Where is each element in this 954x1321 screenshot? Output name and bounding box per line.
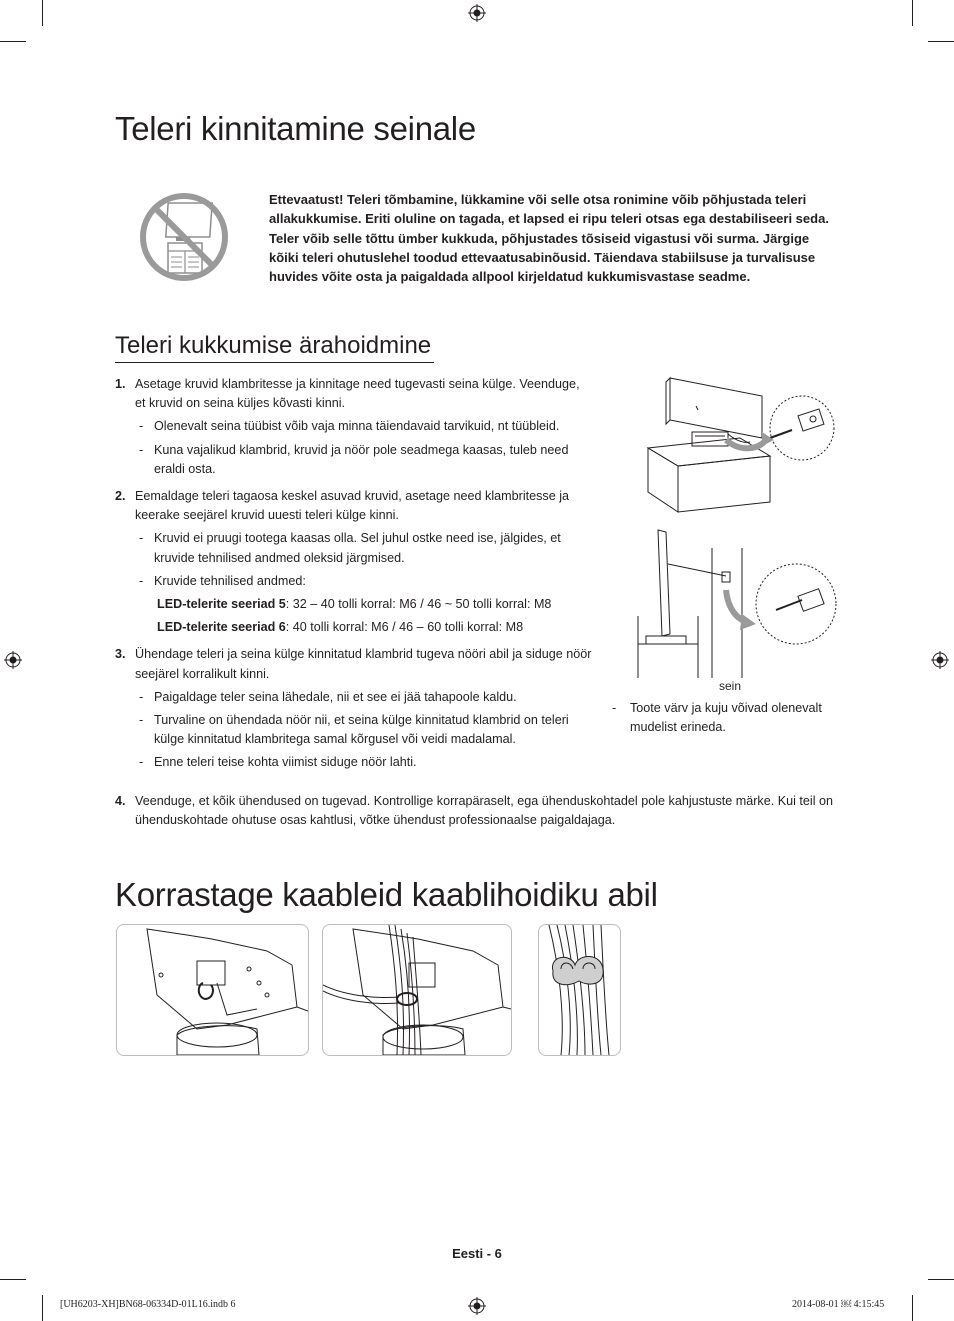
page-title: Teleri kinnitamine seinale [115, 110, 476, 147]
figure-caption-wall: sein [719, 679, 742, 693]
registration-mark-top-icon [468, 4, 486, 22]
step-number: 2. [115, 489, 126, 504]
step-note: - Kuna vajalikud klambrid, kruvid ja nöör pole seadmega kaasas, tuleb need eraldi osta. [115, 441, 593, 479]
crop-mark-top-left-h [0, 41, 26, 42]
step-note: - Kruvid ei pruugi tootega kaasas olla. Sel juhul ostke need ise, jälgides, et kruvide tehnilised andmed oleksid järgmised. [115, 529, 593, 567]
step-text: Ühendage teleri ja seina külge kinnitatud klambrid tugeva nööri abil ja siduge nöör seejärel korralikult kinni. [135, 647, 592, 681]
step-text: Eemaldage teleri tagaosa keskel asuvad kruvid, asetage need klambritesse ja keerake seejärel kruvid uuesti teleri külge kinni. [135, 489, 570, 523]
figure-note: - Toote värv ja kuju võivad olenevalt mudelist erineda. [612, 699, 837, 737]
registration-mark-bottom-icon [468, 1297, 486, 1315]
step-4 [115, 792, 835, 830]
steps-list [115, 375, 593, 773]
step-note: - Turvaline on ühendada nöör nii, et seina külge kinnitatud klambrid on teleri külge kinnitatud klambritega samal kõrgusel või veidi madalamal. [115, 711, 593, 749]
step-note: - Kruvide tehnilised andmed: [115, 572, 593, 591]
crop-mark-bottom-left-h [0, 1279, 26, 1280]
crop-mark-bottom-right-v [912, 1295, 913, 1321]
cable-clip-closeup-illustration [539, 925, 620, 1055]
step-note: - Paigaldage teler seina lähedale, nii et see ei jää tahapoole kaldu. [115, 688, 593, 707]
stand-back-illustration [117, 925, 308, 1055]
step-number: 3. [115, 647, 126, 662]
step-note-text: Paigaldage teler seina lähedale, nii et see ei jää tahapoole kaldu. [154, 689, 517, 704]
screw-spec-series-6: LED-telerite seeriad 6: 40 tolli korral: M6 / 46 – 60 tolli korral: M8 [157, 620, 524, 635]
cable-holder-step-1-panel [116, 924, 309, 1056]
tv-bracket-illustration [640, 374, 840, 520]
cable-holder-step-2-panel [322, 924, 512, 1056]
crop-mark-bottom-left-v [42, 1295, 43, 1321]
crop-mark-top-right-v [912, 0, 913, 26]
step-note-text: Turvaline on ühendada nöör nii, et seina külge kinnitatud klambrid on teleri külge kinnitatud klambritega samal kõrgusel või veidi madalamal. [154, 713, 569, 747]
print-timestamp: 2014-08-01 ￼ 4:15:45 [792, 1299, 885, 1310]
figure-note-text: Toote värv ja kuju võivad olenevalt mudelist erineda. [630, 701, 822, 735]
step-note-text: Olenevalt seina tüübist võib vaja minna täiendavaid tarvikuid, nt tüübleid. [154, 419, 560, 434]
section-title-anti-fall: Teleri kukkumise ärahoidmine [115, 332, 432, 359]
no-climbing-tv-icon [136, 191, 232, 285]
step-number: 4. [115, 794, 126, 808]
crop-mark-top-right-h [928, 41, 954, 42]
step-3 [115, 645, 593, 683]
registration-mark-left-icon [4, 651, 22, 669]
step-1 [115, 375, 593, 413]
step-note-text: Kruvide tehnilised andmed: [154, 573, 306, 588]
step-note-text: Enne teleri teise kohta viimist siduge nöör lahti. [154, 755, 417, 770]
step-note-text: Kruvid ei pruugi tootega kaasas olla. Sel juhul ostke need ise, jälgides, et kruvide tehnilised andmed oleksid järgmised. [154, 531, 561, 565]
step-note: - Olenevalt seina tüübist võib vaja minna täiendavaid tarvikuid, nt tüübleid. [115, 417, 593, 436]
warning-text: Ettevaatust! Teleri tõmbamine, lükkamine või selle otsa ronimine võib põhjustada teleri allakukkumise. Eriti oluline on tagada, et lapsed ei ripu teleri otsas ega destabiliseeri seda. Teler võib selle tõttu ümber kukkuda, põhjustades tõsiseid vigastusi või surma. Järgige kõiki teleri ohutuslehel toodud ettevaatusabinõusid. Täiendava stabiilsuse ja turvalisuse huvides võite osta ja paigaldada allpool kirjeldatud kukkumisvastase seadme. [269, 192, 829, 285]
step-text: Asetage kruvid klambritesse ja kinnitage need tugevasti seina külge. Veenduge, et kruvid on seina küljes kõvasti kinni. [135, 377, 580, 411]
crop-mark-bottom-right-h [928, 1279, 954, 1280]
section-title-underline [115, 362, 434, 363]
step-number: 1. [115, 377, 126, 391]
registration-mark-right-icon [931, 651, 949, 669]
crop-mark-top-left-v [42, 0, 43, 26]
file-slug: [UH6203-XH]BN68-06334D-01L16.indb 6 [60, 1299, 236, 1310]
stand-with-cables-illustration [323, 925, 511, 1055]
cable-section-title: Korrastage kaableid kaablihoidiku abil [115, 876, 658, 913]
step-note-text: Kuna vajalikud klambrid, kruvid ja nöör pole seadmega kaasas, tuleb need eraldi osta. [154, 442, 569, 476]
step-note: - Enne teleri teise kohta viimist siduge nöör lahti. [115, 753, 593, 772]
step-text: Veenduge, et kõik ühendused on tugevad. Kontrollige korrapäraselt, ega ühenduskohtadel pole kahjustuste märke. Kui teil on ühenduskohtade ohutuse osas kahtlusi, võtke ühendust professionaalse paigaldajaga. [135, 794, 834, 828]
cable-holder-detail-panel [538, 924, 621, 1056]
tv-wall-side-illustration [636, 526, 842, 678]
page-number: Eesti - 6 [452, 1246, 502, 1261]
screw-spec-series-5: LED-telerite seeriad 5: 32 – 40 tolli korral: M6 / 46 ~ 50 tolli korral: M8 [157, 597, 552, 612]
step-2 [115, 487, 593, 525]
